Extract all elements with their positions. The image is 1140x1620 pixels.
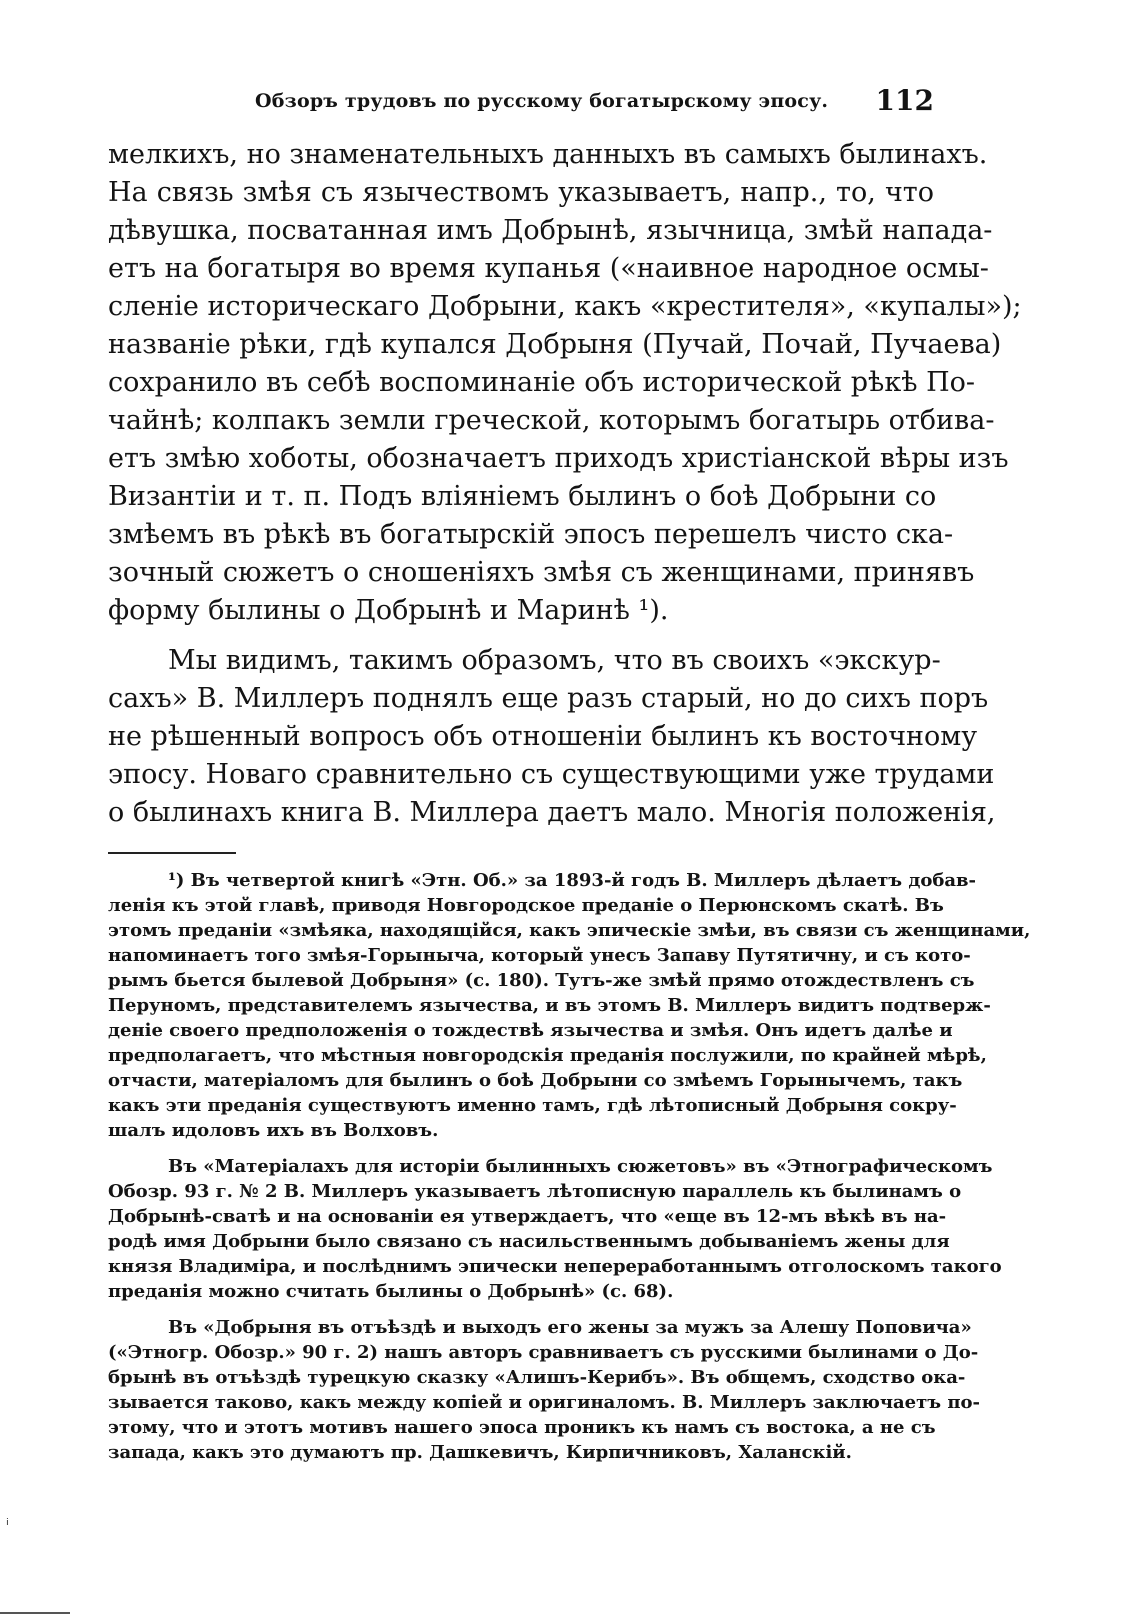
footnote-line: («Этногр. Обозр.» 90 г. 2) нашъ авторъ сравниваетъ съ русскими былинами о До-	[108, 1342, 979, 1363]
footnote-line: Обозр. 93 г. № 2 В. Миллеръ указываетъ лѣтописную параллель къ былинамъ о	[108, 1181, 962, 1202]
text-line: змѣемъ въ рѣкѣ въ богатырскій эпосъ перешелъ чисто ска-	[108, 519, 954, 550]
margin-mark: ᵢ	[6, 1510, 9, 1529]
text-line: сахъ» В. Миллеръ поднялъ еще разъ старый, но до сихъ поръ	[108, 683, 989, 714]
footnotes	[108, 868, 1031, 1465]
footnote-line: отчасти, матеріаломъ для былинъ о боѣ Добрыни со змѣемъ Горынычемъ, такъ	[108, 1070, 963, 1091]
footnote-line: запада, какъ это думаютъ пр. Дашкевичъ, Кирпичниковъ, Халанскій.	[108, 1442, 852, 1463]
footnote-line: Въ «Матеріалахъ для исторіи былинныхъ сюжетовъ» въ «Этнографическомъ	[168, 1156, 993, 1177]
running-title: Обзоръ трудовъ по русскому богатырскому эпосу.	[255, 90, 829, 112]
text-line: Византіи и т. п. Подъ вліяніемъ былинъ о боѣ Добрыни со	[108, 481, 937, 512]
text-line: На связь змѣя съ язычествомъ указываетъ, напр., то, что	[108, 177, 934, 208]
text-line: етъ змѣю хоботы, обозначаетъ приходъ христіанской вѣры изъ	[108, 443, 1009, 474]
text-line: эпосу. Новаго сравнительно съ существующими уже трудами	[108, 759, 995, 790]
text-line: етъ на богатыря во время купанья («наивное народное осмы-	[108, 253, 989, 284]
footnote-line: какъ эти преданія существуютъ именно тамъ, гдѣ лѣтописный Добрыня сокру-	[108, 1095, 957, 1116]
footnote-line: шалъ идоловъ ихъ въ Волховъ.	[108, 1120, 439, 1141]
footnote-line: ¹) Въ четвертой книгѣ «Этн. Об.» за 1893-й годъ В. Миллеръ дѣлаетъ добав-	[168, 870, 976, 891]
scan-edge-line	[0, 1612, 70, 1614]
main-text	[108, 136, 1022, 832]
footnote-line: преданія можно считать былины о Добрынѣ» (с. 68).	[108, 1281, 674, 1302]
footnote-line: родѣ имя Добрыни было связано съ насильственнымъ добываніемъ жены для	[108, 1231, 950, 1252]
text-line: о былинахъ книга В. Миллера даетъ мало. Многія положенія,	[108, 797, 996, 828]
text-line: названіе рѣки, гдѣ купался Добрыня (Пучай, Почай, Пучаева)	[108, 329, 1002, 360]
document-page	[108, 84, 1031, 1465]
footnote-line: Перуномъ, представителемъ язычества, и въ этомъ В. Миллеръ видитъ подтверж-	[108, 995, 991, 1016]
footnote-line: Въ «Добрыня въ отъѣздѣ и выходъ его жены за мужъ за Алешу Поповича»	[168, 1317, 972, 1338]
footnote-line: деніе своего предположенія о тождествѣ язычества и змѣя. Онъ идетъ далѣе и	[108, 1020, 953, 1041]
text-line: сленіе историческаго Добрыни, какъ «крестителя», «купалы»);	[108, 291, 1022, 322]
text-line: дѣвушка, посватанная имъ Добрынѣ, язычница, змѣй напада-	[108, 215, 993, 246]
footnote-separator	[108, 852, 236, 854]
text-line: мелкихъ, но знаменательныхъ данныхъ въ самыхъ былинахъ.	[108, 139, 988, 170]
text-line: не рѣшенный вопросъ объ отношеніи былинъ къ восточному	[108, 721, 978, 752]
text-line: сохранило въ себѣ воспоминаніе объ исторической рѣкѣ По-	[108, 367, 976, 398]
page-number: 112	[875, 84, 934, 117]
footnote-line: Добрынѣ-сватѣ и на основаніи ея утверждаетъ, что «еще въ 12-мъ вѣкѣ въ на-	[108, 1206, 947, 1227]
footnote-line: зывается таково, какъ между копіей и оригиналомъ. В. Миллеръ заключаетъ по-	[108, 1392, 981, 1413]
text-line: Мы видимъ, такимъ образомъ, что въ своихъ «экскур-	[168, 645, 941, 676]
footnote-line: брынѣ въ отъѣздѣ турецкую сказку «Алишъ-Керибъ». Въ общемъ, сходство ока-	[108, 1367, 966, 1388]
text-line: чайнѣ; колпакъ земли греческой, которымъ богатырь отбива-	[108, 405, 995, 436]
footnote-line: этомъ преданіи «змѣяка, находящійся, какъ эпическіе змѣи, въ связи съ женщинами,	[108, 920, 1031, 941]
footnote-line: ленія къ этой главѣ, приводя Новгородское преданіе о Перюнскомъ скатѣ. Въ	[108, 895, 944, 916]
footnote-line: предполагаетъ, что мѣстныя новгородскія преданія послужили, по крайней мѣрѣ,	[108, 1045, 987, 1066]
footnote-line: этому, что и этотъ мотивъ нашего эпоса проникъ къ намъ съ востока, а не съ	[108, 1417, 936, 1438]
footnote-line: рымъ бьется былевой Добрыня» (с. 180). Тутъ-же змѣй прямо отождествленъ съ	[108, 970, 975, 991]
running-header	[108, 84, 934, 126]
text-line: форму былины о Добрынѣ и Маринѣ ¹).	[108, 595, 669, 626]
footnote-line: князя Владиміра, и послѣднимъ эпически непереработаннымъ отголоскомъ такого	[108, 1256, 1002, 1277]
footnote-line: напоминаетъ того змѣя-Горыныча, который унесъ Запаву Путятичну, и съ кото-	[108, 945, 971, 966]
text-line: зочный сюжетъ о сношеніяхъ змѣя съ женщинами, принявъ	[108, 557, 975, 588]
